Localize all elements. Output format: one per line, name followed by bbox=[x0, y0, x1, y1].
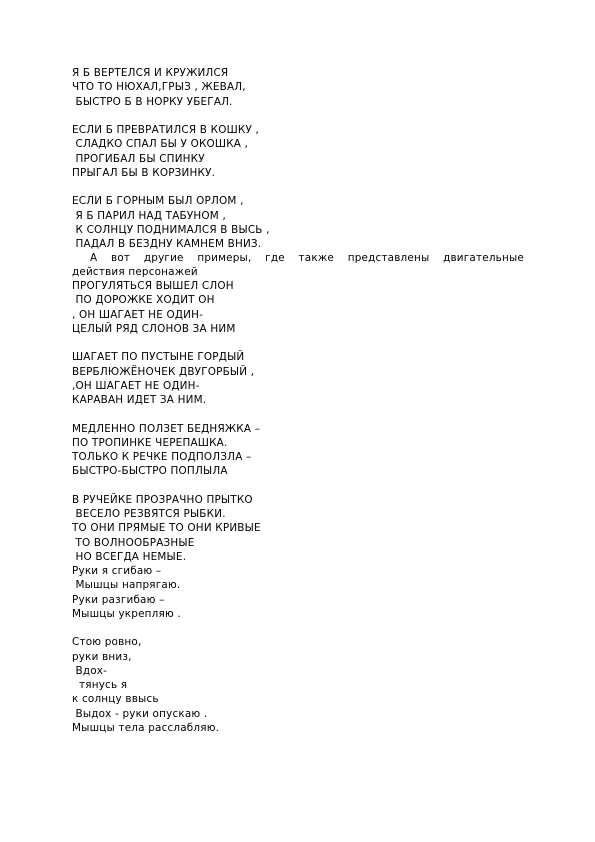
text-line: Мышцы тела расслабляю. bbox=[72, 721, 220, 734]
stanza-4 bbox=[72, 279, 527, 336]
text-line: ЦЕЛЫЙ РЯД СЛОНОВ ЗА НИМ bbox=[72, 322, 236, 335]
text-line: Я Б ПАРИЛ НАД ТАБУНОМ , bbox=[72, 209, 226, 222]
text-line: ВЕРБЛЮЖЁНОЧЕК ДВУГОРБЫЙ , bbox=[72, 365, 255, 378]
stanza-8 bbox=[72, 635, 527, 735]
text-line: Руки разгибаю – bbox=[72, 593, 165, 606]
text-line: БЫСТРО Б В НОРКУ УБЕГАЛ. bbox=[72, 95, 233, 108]
text-line: ТО ВОЛНООБРАЗНЫЕ bbox=[72, 536, 195, 549]
text-line: ПО ТРОПИНКЕ ЧЕРЕПАШКА. bbox=[72, 436, 228, 449]
stanza-5 bbox=[72, 350, 527, 407]
text-line: ЕСЛИ Б ГОРНЫМ БЫЛ ОРЛОМ , bbox=[72, 195, 244, 208]
text-line: НО ВСЕГДА НЕМЫЕ. bbox=[72, 550, 187, 563]
stanza-1 bbox=[72, 66, 527, 109]
text-line: Мышцы укрепляю . bbox=[72, 607, 181, 620]
text-line: КАРАВАН ИДЕТ ЗА НИМ. bbox=[72, 394, 207, 406]
text-line: тянусь я bbox=[72, 679, 128, 691]
text-line: ПРОГУЛЯТЬСЯ ВЫШЕЛ СЛОН bbox=[72, 280, 234, 292]
text-line: ЕСЛИ Б ПРЕВРАТИЛСЯ В КОШКУ , bbox=[72, 124, 260, 136]
text-line: В РУЧЕЙКЕ ПРОЗРАЧНО ПРЫТКО bbox=[72, 493, 253, 506]
text-line: ВЕСЕЛО РЕЗВЯТСЯ РЫБКИ. bbox=[72, 508, 226, 520]
text-line: к солнцу ввысь bbox=[72, 693, 159, 706]
text-line: ТОЛЬКО К РЕЧКЕ ПОДПОЛЗЛА – bbox=[72, 451, 252, 463]
text-line: К СОЛНЦУ ПОДНИМАЛСЯ В ВЫСЬ , bbox=[72, 223, 270, 236]
text-line: , ОН ШАГАЕТ НЕ ОДИН- bbox=[72, 308, 204, 321]
intro-line: А вот другие примеры, где также представлены двигательные bbox=[90, 252, 524, 265]
intro-line: действия персонажей bbox=[72, 265, 198, 278]
text-line: Стою ровно, bbox=[72, 636, 142, 649]
stanza-7 bbox=[72, 493, 527, 621]
text-line: руки вниз, bbox=[72, 650, 132, 663]
intro-paragraph bbox=[72, 252, 527, 279]
text-line: Руки я сгибаю – bbox=[72, 565, 162, 577]
text-line: Я Б ВЕРТЕЛСЯ И КРУЖИЛСЯ bbox=[72, 67, 229, 79]
text-line: ПО ДОРОЖКЕ ХОДИТ ОН bbox=[72, 294, 215, 307]
text-line: ТО ОНИ ПРЯМЫЕ ТО ОНИ КРИВЫЕ bbox=[72, 522, 261, 535]
text-line: Выдох - руки опускаю . bbox=[72, 707, 208, 720]
text-line: ПРЫГАЛ БЫ В КОРЗИНКУ. bbox=[72, 166, 216, 179]
stanza-3 bbox=[72, 194, 527, 251]
stanza-2 bbox=[72, 123, 527, 180]
text-line: СЛАДКО СПАЛ БЫ У ОКОШКА , bbox=[72, 138, 249, 151]
text-line: Мышцы напрягаю. bbox=[72, 579, 181, 592]
text-line: Вдох- bbox=[72, 664, 108, 677]
poem-text bbox=[72, 66, 527, 735]
stanza-6 bbox=[72, 422, 527, 479]
text-line: ПАДАЛ В БЕЗДНУ КАМНЕМ ВНИЗ. bbox=[72, 238, 262, 250]
text-line: ЧТО ТО НЮХАЛ,ГРЫЗ , ЖЕВАЛ, bbox=[72, 81, 246, 94]
text-line: БЫСТРО-БЫСТРО ПОПЛЫЛА bbox=[72, 465, 228, 478]
text-line: ,ОН ШАГАЕТ НЕ ОДИН- bbox=[72, 379, 200, 392]
text-line: ПРОГИБАЛ БЫ СПИНКУ bbox=[72, 152, 205, 165]
text-line: ШАГАЕТ ПО ПУСТЫНЕ ГОРДЫЙ bbox=[72, 351, 245, 364]
text-line: МЕДЛЕННО ПОЛЗЕТ БЕДНЯЖКА – bbox=[72, 422, 261, 435]
